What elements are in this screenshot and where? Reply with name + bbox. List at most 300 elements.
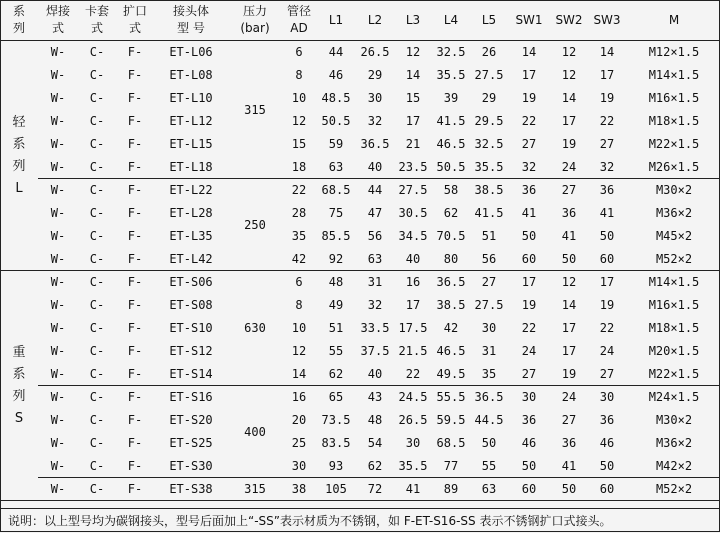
header-row bbox=[0, 0, 720, 41]
cell-sw1: 14 bbox=[521, 45, 537, 60]
cell-model: ET-S08 bbox=[169, 298, 213, 312]
cell-l3: 17 bbox=[405, 298, 421, 312]
cell-sw2: 24 bbox=[550, 156, 588, 179]
cell-ferrule: C- bbox=[78, 248, 116, 271]
cell-l1: 105 bbox=[316, 478, 356, 501]
table-row bbox=[0, 294, 720, 317]
cell-weld: W- bbox=[50, 68, 66, 82]
cell-l2: 30 bbox=[367, 91, 383, 105]
cell-sw2: 12 bbox=[561, 275, 577, 290]
cell-l3: 17 bbox=[405, 114, 421, 128]
cell-l5: 41.5 bbox=[474, 206, 504, 220]
cell-flare: F- bbox=[127, 298, 143, 312]
cell-sw3: 46 bbox=[599, 436, 615, 450]
cell-weld: W- bbox=[50, 298, 66, 312]
col-header-od: 管径 AD bbox=[282, 0, 316, 41]
cell-l4: 36.5 bbox=[436, 275, 466, 290]
cell-od: 8 bbox=[295, 68, 303, 82]
cell-od: 12 bbox=[291, 114, 307, 128]
cell-flare: F- bbox=[127, 45, 143, 60]
cell-l1: 48 bbox=[328, 275, 344, 290]
cell-od: 25 bbox=[291, 436, 307, 450]
cell-l3: 15 bbox=[405, 91, 421, 105]
cell-m: M12×1.5 bbox=[648, 45, 700, 60]
cell-l1: 59 bbox=[328, 137, 344, 151]
cell-l5: 32.5 bbox=[474, 137, 504, 151]
cell-sw2: 17 bbox=[561, 344, 577, 358]
cell-ferrule: C- bbox=[89, 436, 105, 450]
cell-sw3: 32 bbox=[588, 156, 626, 179]
cell-l1: 48.5 bbox=[321, 91, 351, 105]
cell-sw3: 17 bbox=[599, 275, 615, 290]
cell-l5: 63 bbox=[470, 478, 508, 501]
cell-model: ET-L18 bbox=[154, 156, 228, 179]
cell-weld: W- bbox=[38, 156, 78, 179]
cell-model: ET-S12 bbox=[169, 344, 213, 358]
cell-l4: 59.5 bbox=[436, 413, 466, 427]
cell-ferrule: C- bbox=[89, 229, 105, 243]
col-header-weld: 焊接 式 bbox=[38, 0, 78, 41]
cell-l2: 26.5 bbox=[360, 45, 390, 60]
cell-l5: 36.5 bbox=[474, 390, 504, 405]
cell-model: ET-S16 bbox=[169, 390, 213, 405]
cell-sw1: 36 bbox=[521, 183, 537, 198]
cell-l4: 80 bbox=[432, 248, 470, 271]
cell-sw2: 14 bbox=[561, 298, 577, 312]
cell-l2: 43 bbox=[367, 390, 383, 405]
cell-l3: 23.5 bbox=[394, 156, 432, 179]
cell-sw1: 60 bbox=[508, 478, 550, 501]
cell-weld: W- bbox=[38, 248, 78, 271]
cell-ferrule: C- bbox=[89, 390, 105, 405]
col-header-sw1: SW1 bbox=[508, 0, 550, 41]
cell-l1: 63 bbox=[316, 156, 356, 179]
cell-ferrule: C- bbox=[78, 478, 116, 501]
cell-m: M30×2 bbox=[655, 413, 693, 427]
cell-sw2: 17 bbox=[561, 321, 577, 335]
cell-m: M42×2 bbox=[626, 455, 720, 478]
cell-model: ET-L12 bbox=[169, 114, 213, 128]
cell-sw3: 60 bbox=[588, 248, 626, 271]
col-header-ferrule: 卡套 式 bbox=[78, 0, 116, 41]
cell-od: 20 bbox=[291, 413, 307, 427]
cell-sw1: 27 bbox=[521, 137, 537, 151]
cell-sw2: 27 bbox=[561, 413, 577, 427]
cell-l3: 26.5 bbox=[398, 413, 428, 427]
cell-l2: 47 bbox=[367, 206, 383, 220]
cell-sw2: 24 bbox=[561, 390, 577, 405]
cell-l3: 14 bbox=[405, 68, 421, 82]
cell-flare: F- bbox=[127, 436, 143, 450]
cell-ferrule: C- bbox=[89, 206, 105, 220]
cell-sw1: 50 bbox=[521, 229, 537, 243]
cell-l5: 51 bbox=[481, 229, 497, 243]
cell-sw1: 24 bbox=[521, 344, 537, 358]
cell-l4: 41.5 bbox=[436, 114, 466, 128]
cell-sw3: 24 bbox=[599, 344, 615, 358]
cell-od: 42 bbox=[282, 248, 316, 271]
cell-l5: 38.5 bbox=[474, 183, 504, 198]
cell-ferrule: C- bbox=[89, 45, 105, 60]
cell-weld: W- bbox=[50, 321, 66, 335]
cell-sw2: 27 bbox=[561, 183, 577, 198]
cell-sw1: 46 bbox=[521, 436, 537, 450]
cell-weld: W- bbox=[50, 91, 66, 105]
cell-l2: 54 bbox=[367, 436, 383, 450]
cell-ferrule: C- bbox=[78, 156, 116, 179]
cell-model: ET-S30 bbox=[154, 455, 228, 478]
cell-ferrule: C- bbox=[89, 413, 105, 427]
cell-od: 38 bbox=[282, 478, 316, 501]
cell-l2: 62 bbox=[356, 455, 394, 478]
cell-l5: 31 bbox=[481, 344, 497, 358]
cell-m: M24×1.5 bbox=[648, 390, 700, 405]
cell-model: ET-L08 bbox=[169, 68, 213, 82]
cell-m: M14×1.5 bbox=[648, 68, 700, 82]
cell-l4: 39 bbox=[443, 91, 459, 105]
cell-flare: F- bbox=[127, 206, 143, 220]
cell-model: ET-L42 bbox=[154, 248, 228, 271]
cell-flare: F- bbox=[127, 183, 143, 198]
cell-l2: 40 bbox=[356, 156, 394, 179]
cell-sw3: 50 bbox=[599, 229, 615, 243]
cell-l4: 77 bbox=[432, 455, 470, 478]
col-header-sw3: SW3 bbox=[588, 0, 626, 41]
cell-l5: 26 bbox=[481, 45, 497, 60]
cell-m: M16×1.5 bbox=[648, 298, 700, 312]
cell-l1: 92 bbox=[316, 248, 356, 271]
table-row bbox=[0, 340, 720, 363]
cell-pressure: 315 bbox=[228, 478, 282, 501]
cell-sw1: 17 bbox=[521, 275, 537, 290]
cell-l1: 65 bbox=[328, 390, 344, 405]
col-header-pressure: 压力 (bar) bbox=[228, 0, 282, 41]
cell-l3: 24.5 bbox=[398, 390, 428, 405]
cell-l1: 68.5 bbox=[321, 183, 351, 198]
cell-model: ET-L35 bbox=[169, 229, 213, 243]
cell-m: M45×2 bbox=[655, 229, 693, 243]
cell-ferrule: C- bbox=[89, 275, 105, 290]
table-row bbox=[0, 455, 720, 478]
cell-sw3: 27 bbox=[588, 363, 626, 386]
cell-l1: 55 bbox=[328, 344, 344, 358]
cell-od: 10 bbox=[291, 91, 307, 105]
cell-l2: 56 bbox=[367, 229, 383, 243]
cell-sw3: 60 bbox=[588, 478, 626, 501]
cell-sw3: 36 bbox=[599, 183, 615, 198]
cell-l5: 30 bbox=[481, 321, 497, 335]
cell-model: ET-S38 bbox=[154, 478, 228, 501]
cell-l5: 50 bbox=[481, 436, 497, 450]
cell-flare: F- bbox=[116, 478, 154, 501]
cell-l2: 72 bbox=[356, 478, 394, 501]
cell-sw2: 50 bbox=[550, 478, 588, 501]
cell-l2: 31 bbox=[367, 275, 383, 290]
cell-sw3: 14 bbox=[599, 45, 615, 60]
cell-l1: 85.5 bbox=[321, 229, 351, 243]
cell-od: 8 bbox=[295, 298, 303, 312]
cell-sw2: 12 bbox=[561, 45, 577, 60]
cell-l4: 70.5 bbox=[436, 229, 466, 243]
cell-od: 18 bbox=[282, 156, 316, 179]
table-row bbox=[0, 179, 720, 202]
cell-l3: 21 bbox=[405, 137, 421, 151]
cell-flare: F- bbox=[127, 137, 143, 151]
table-row bbox=[0, 87, 720, 110]
cell-l3: 30 bbox=[405, 436, 421, 450]
cell-l3: 41 bbox=[394, 478, 432, 501]
cell-od: 6 bbox=[295, 275, 303, 290]
table-row bbox=[0, 317, 720, 340]
cell-l3: 34.5 bbox=[398, 229, 428, 243]
cell-l1: 83.5 bbox=[321, 436, 351, 450]
cell-l2: 32 bbox=[367, 114, 383, 128]
cell-l1: 46 bbox=[328, 68, 344, 82]
cell-m: M18×1.5 bbox=[648, 114, 700, 128]
cell-flare: F- bbox=[127, 229, 143, 243]
col-header-sw2: SW2 bbox=[550, 0, 588, 41]
cell-sw2: 41 bbox=[561, 229, 577, 243]
cell-sw2: 14 bbox=[561, 91, 577, 105]
cell-sw1: 22 bbox=[521, 114, 537, 128]
table-row bbox=[0, 363, 720, 386]
cell-l3: 21.5 bbox=[398, 344, 428, 358]
cell-model: ET-L15 bbox=[169, 137, 213, 151]
cell-l5: 29 bbox=[481, 91, 497, 105]
table-row bbox=[0, 432, 720, 455]
table-row bbox=[0, 386, 720, 409]
cell-weld: W- bbox=[38, 363, 78, 386]
cell-model: ET-L06 bbox=[169, 45, 213, 60]
col-header-l3: L3 bbox=[394, 0, 432, 41]
cell-model: ET-S20 bbox=[169, 413, 213, 427]
cell-l5: 27.5 bbox=[474, 298, 504, 312]
cell-ferrule: C- bbox=[78, 455, 116, 478]
cell-ferrule: C- bbox=[89, 183, 105, 198]
cell-l4: 49.5 bbox=[432, 363, 470, 386]
table-row bbox=[0, 64, 720, 87]
cell-l5: 29.5 bbox=[474, 114, 504, 128]
cell-od: 16 bbox=[291, 390, 307, 405]
cell-pressure: 250 bbox=[228, 179, 282, 271]
cell-l1: 62 bbox=[316, 363, 356, 386]
cell-od: 6 bbox=[295, 45, 303, 60]
cell-m: M26×1.5 bbox=[626, 156, 720, 179]
cell-ferrule: C- bbox=[89, 114, 105, 128]
cell-flare: F- bbox=[127, 114, 143, 128]
cell-sw1: 30 bbox=[521, 390, 537, 405]
cell-flare: F- bbox=[127, 344, 143, 358]
cell-m: M36×2 bbox=[655, 206, 693, 220]
cell-m: M14×1.5 bbox=[648, 275, 700, 290]
cell-ferrule: C- bbox=[89, 68, 105, 82]
cell-od: 14 bbox=[282, 363, 316, 386]
cell-l3: 12 bbox=[405, 45, 421, 60]
table-row bbox=[0, 271, 720, 294]
cell-weld: W- bbox=[38, 455, 78, 478]
col-header-l2: L2 bbox=[356, 0, 394, 41]
table-row bbox=[0, 133, 720, 156]
cell-l4: 46.5 bbox=[436, 137, 466, 151]
cell-weld: W- bbox=[50, 137, 66, 151]
cell-flare: F- bbox=[127, 390, 143, 405]
cell-weld: W- bbox=[38, 478, 78, 501]
cell-sw3: 41 bbox=[599, 206, 615, 220]
cell-l5: 35 bbox=[470, 363, 508, 386]
cell-m: M16×1.5 bbox=[648, 91, 700, 105]
cell-sw2: 12 bbox=[561, 68, 577, 82]
cell-model: ET-S14 bbox=[154, 363, 228, 386]
cell-ferrule: C- bbox=[89, 321, 105, 335]
cell-l4: 89 bbox=[432, 478, 470, 501]
cell-sw3: 22 bbox=[599, 321, 615, 335]
cell-weld: W- bbox=[50, 114, 66, 128]
cell-sw1: 41 bbox=[521, 206, 537, 220]
cell-l5: 44.5 bbox=[474, 413, 504, 427]
table-row bbox=[0, 478, 720, 501]
cell-model: ET-L22 bbox=[169, 183, 213, 198]
cell-l4: 58 bbox=[443, 183, 459, 198]
cell-sw2: 19 bbox=[550, 363, 588, 386]
cell-model: ET-S25 bbox=[169, 436, 213, 450]
cell-weld: W- bbox=[50, 344, 66, 358]
cell-sw3: 22 bbox=[599, 114, 615, 128]
cell-weld: W- bbox=[50, 413, 66, 427]
cell-flare: F- bbox=[116, 248, 154, 271]
cell-weld: W- bbox=[50, 206, 66, 220]
cell-sw1: 19 bbox=[521, 91, 537, 105]
cell-l2: 40 bbox=[356, 363, 394, 386]
cell-pressure: 315 bbox=[228, 41, 282, 179]
cell-l1: 51 bbox=[328, 321, 344, 335]
cell-weld: W- bbox=[50, 275, 66, 290]
cell-l3: 17.5 bbox=[398, 321, 428, 335]
cell-sw3: 30 bbox=[599, 390, 615, 405]
cell-flare: F- bbox=[127, 275, 143, 290]
cell-ferrule: C- bbox=[78, 363, 116, 386]
cell-l2: 29 bbox=[367, 68, 383, 82]
cell-l5: 55 bbox=[470, 455, 508, 478]
cell-flare: F- bbox=[127, 413, 143, 427]
cell-l4: 50.5 bbox=[432, 156, 470, 179]
cell-sw1: 36 bbox=[521, 413, 537, 427]
cell-od: 22 bbox=[291, 183, 307, 198]
cell-l2: 48 bbox=[367, 413, 383, 427]
cell-sw1: 60 bbox=[508, 248, 550, 271]
series-label-heavy: 重 系 列 S bbox=[0, 271, 38, 501]
col-header-series: 系 列 bbox=[0, 0, 38, 41]
cell-sw1: 17 bbox=[521, 68, 537, 82]
cell-model: ET-S10 bbox=[169, 321, 213, 335]
table-row bbox=[0, 225, 720, 248]
cell-m: M20×1.5 bbox=[648, 344, 700, 358]
cell-flare: F- bbox=[116, 156, 154, 179]
cell-l4: 35.5 bbox=[436, 68, 466, 82]
cell-l1: 44 bbox=[328, 45, 344, 60]
col-header-model: 接头体 型 号 bbox=[154, 0, 228, 41]
cell-flare: F- bbox=[127, 68, 143, 82]
cell-l5: 56 bbox=[470, 248, 508, 271]
cell-m: M36×2 bbox=[655, 436, 693, 450]
cell-l4: 42 bbox=[443, 321, 459, 335]
cell-ferrule: C- bbox=[89, 298, 105, 312]
cell-sw2: 36 bbox=[561, 436, 577, 450]
cell-ferrule: C- bbox=[89, 344, 105, 358]
series-label-light: 轻 系 列 L bbox=[0, 41, 38, 271]
cell-flare: F- bbox=[127, 91, 143, 105]
cell-l1: 73.5 bbox=[321, 413, 351, 427]
col-header-l4: L4 bbox=[432, 0, 470, 41]
cell-m: M22×1.5 bbox=[648, 137, 700, 151]
cell-sw1: 32 bbox=[508, 156, 550, 179]
cell-sw1: 22 bbox=[521, 321, 537, 335]
cell-weld: W- bbox=[50, 183, 66, 198]
cell-od: 28 bbox=[291, 206, 307, 220]
cell-m: M18×1.5 bbox=[648, 321, 700, 335]
cell-l4: 62 bbox=[443, 206, 459, 220]
cell-od: 12 bbox=[291, 344, 307, 358]
cell-sw3: 19 bbox=[599, 298, 615, 312]
cell-l4: 68.5 bbox=[436, 436, 466, 450]
cell-l3: 27.5 bbox=[398, 183, 428, 198]
cell-l2: 36.5 bbox=[360, 137, 390, 151]
cell-sw3: 19 bbox=[599, 91, 615, 105]
cell-l2: 37.5 bbox=[360, 344, 390, 358]
cell-od: 15 bbox=[291, 137, 307, 151]
cell-sw3: 17 bbox=[599, 68, 615, 82]
cell-weld: W- bbox=[50, 45, 66, 60]
cell-ferrule: C- bbox=[89, 91, 105, 105]
cell-flare: F- bbox=[116, 363, 154, 386]
cell-m: M30×2 bbox=[655, 183, 693, 198]
cell-flare: F- bbox=[116, 455, 154, 478]
cell-weld: W- bbox=[50, 229, 66, 243]
cell-sw2: 19 bbox=[561, 137, 577, 151]
cell-sw1: 19 bbox=[521, 298, 537, 312]
cell-sw1: 27 bbox=[508, 363, 550, 386]
table-row bbox=[0, 409, 720, 432]
cell-m: M22×1.5 bbox=[626, 363, 720, 386]
cell-sw2: 50 bbox=[550, 248, 588, 271]
cell-m: M52×2 bbox=[626, 248, 720, 271]
cell-l3: 16 bbox=[405, 275, 421, 290]
col-header-m: M bbox=[626, 0, 720, 41]
cell-pressure: 630 bbox=[228, 271, 282, 386]
cell-flare: F- bbox=[127, 321, 143, 335]
cell-sw3: 36 bbox=[599, 413, 615, 427]
cell-l4: 32.5 bbox=[436, 45, 466, 60]
cell-l2: 63 bbox=[356, 248, 394, 271]
cell-l3: 30.5 bbox=[398, 206, 428, 220]
cell-l5: 27 bbox=[481, 275, 497, 290]
cell-model: ET-L10 bbox=[169, 91, 213, 105]
cell-sw2: 36 bbox=[561, 206, 577, 220]
table-row bbox=[0, 156, 720, 179]
cell-sw2: 17 bbox=[561, 114, 577, 128]
cell-od: 30 bbox=[282, 455, 316, 478]
cell-l2: 33.5 bbox=[360, 321, 390, 335]
table-row bbox=[0, 202, 720, 225]
table-row bbox=[0, 110, 720, 133]
cell-od: 10 bbox=[291, 321, 307, 335]
cell-l1: 49 bbox=[328, 298, 344, 312]
cell-l5: 35.5 bbox=[470, 156, 508, 179]
footnote: 说明：以上型号均为碳钢接头，型号后面加上“-SS”表示材质为不锈钢，如 F-ET-S16-SS 表示不锈钢扩口式接头。 bbox=[0, 508, 720, 532]
cell-l4: 38.5 bbox=[436, 298, 466, 312]
cell-model: ET-L28 bbox=[169, 206, 213, 220]
table-row bbox=[0, 41, 720, 64]
cell-ferrule: C- bbox=[89, 137, 105, 151]
